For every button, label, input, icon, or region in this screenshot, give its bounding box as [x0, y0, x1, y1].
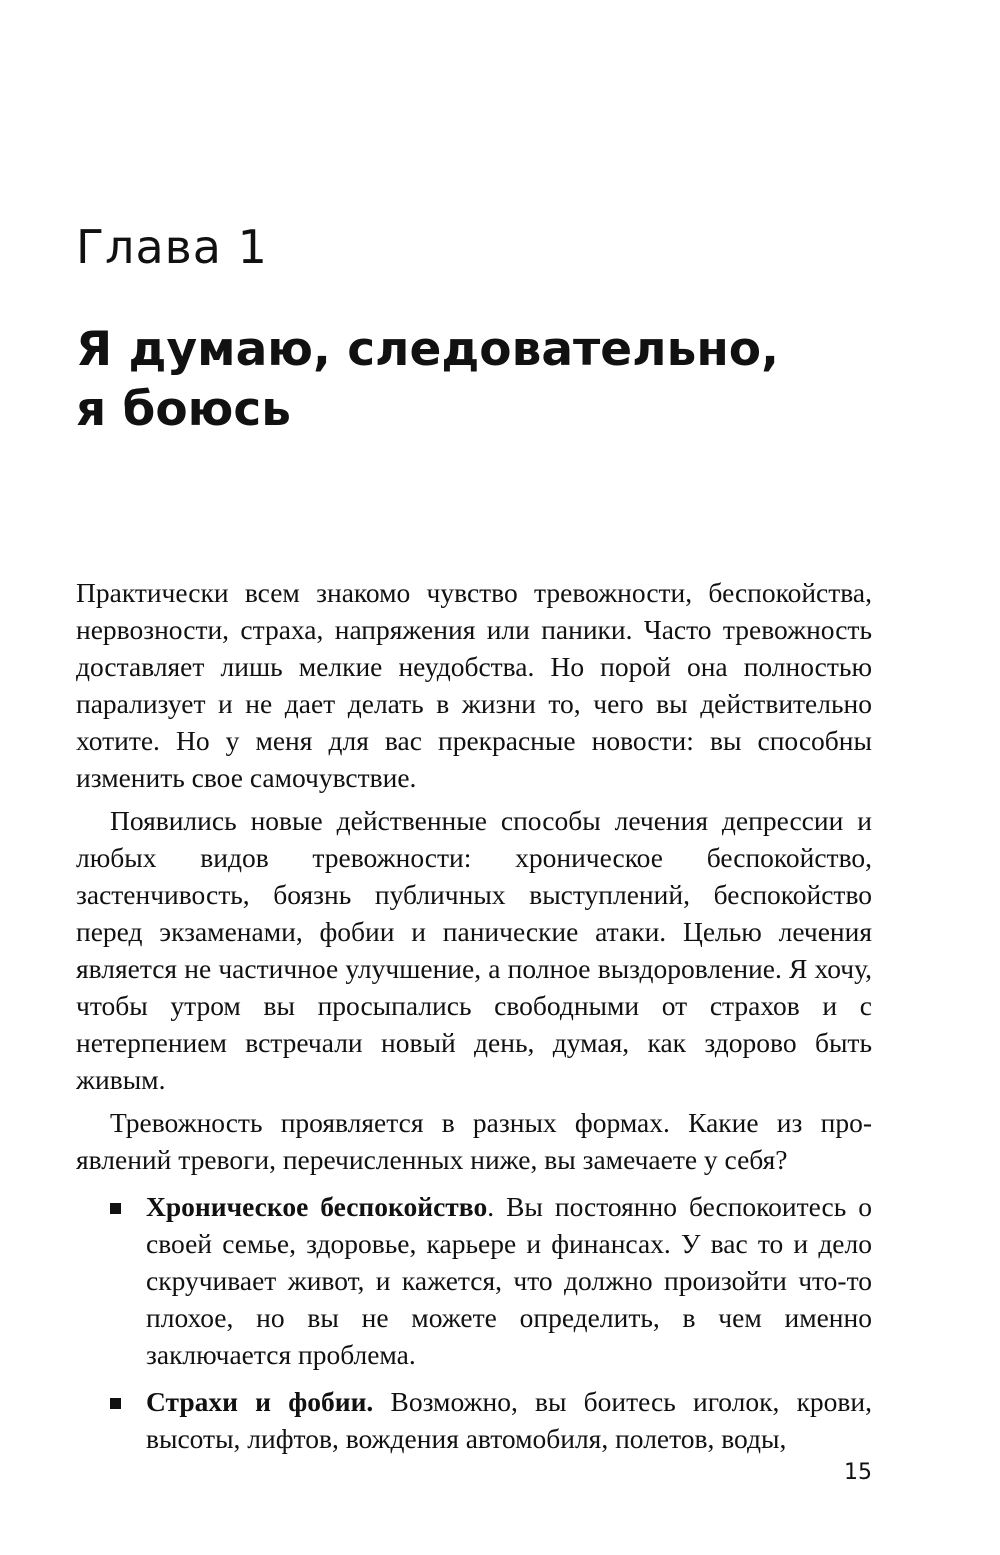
bullet-term: Страхи и фобии. — [146, 1386, 374, 1417]
square-bullet-icon — [110, 1398, 121, 1409]
chapter-title-line-1: Я думаю, следовательно, — [76, 322, 779, 377]
paragraph-1: Практически всем знакомо чувство тревожности, беспокойства, нервозности, страха, напряжения или паники. Часто тревожность доставляет лишь мелкие неудобства. Но порой она полностью парализует и не дает делать в жизни то, чего вы действительно хотите. Но у меня для вас прекрасные новости: вы способны изменить свое самочувствие. — [76, 577, 872, 793]
square-bullet-icon — [110, 1203, 121, 1214]
list-item — [76, 1188, 872, 1373]
bullet-text: . Вы постоянно беспокоитесь о своей семье, здоровье, карьере и финансах. У вас то и дело скручивает живот, и кажется, что должно произойти что-то плохое, но вы не можете определить, в чем именно заключается проблема. — [146, 1191, 872, 1370]
paragraph-2: Появились новые действенные способы лечения депрессии и любых видов тревожности: хроническое беспокойство, застенчивость, боязнь публичных выступлений, беспокойство перед экзаменами, фобии и панические атаки. Целью лечения является не частичное улучшение, а полное выздоровление. Я хочу, чтобы утром вы просыпались свободными от страхов и с нетерпением встречали новый день, думая, как здорово быть живым. — [76, 805, 872, 1095]
list-item — [76, 1383, 872, 1457]
page-number: 15 — [844, 1460, 872, 1485]
symptom-list — [76, 1188, 872, 1457]
paragraph-3: Тревожность проявляется в разных формах. Какие из проявлений тревоги, перечисленных ниже, вы замечаете у себя? — [76, 1107, 872, 1175]
bullet-term: Хроническое беспокойство — [146, 1191, 488, 1222]
bullet-text: Возможно, вы боитесь иголок, крови, высоты, лифтов, вождения автомобиля, полетов, воды, — [146, 1386, 873, 1454]
chapter-label: Глава 1 — [76, 220, 268, 274]
chapter-title-line-2: я боюсь — [76, 382, 291, 437]
chapter-title — [76, 320, 896, 440]
body-text — [76, 574, 872, 1467]
